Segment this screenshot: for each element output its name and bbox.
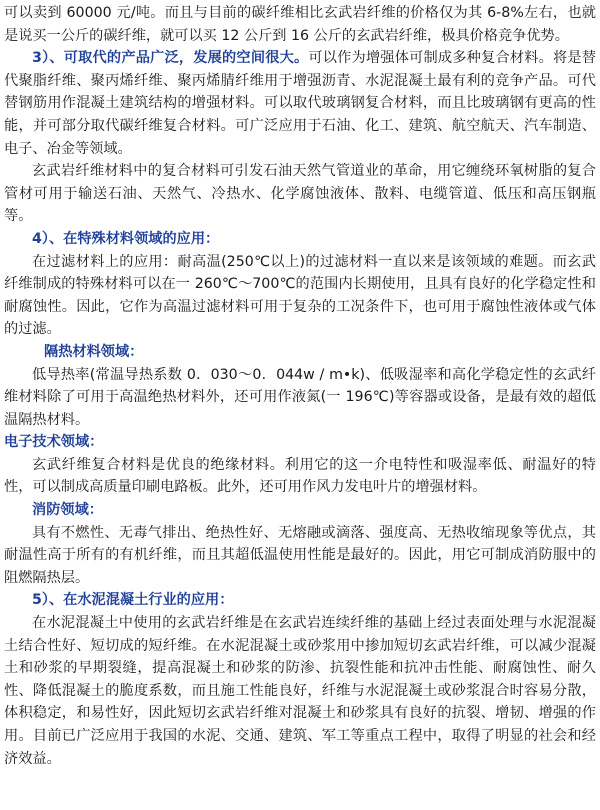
insulation-heading: 隔热材料领域： <box>44 343 144 360</box>
electronics-paragraph: 玄武纤维复合材料是优良的绝缘材料。利用它的这一介电特性和吸湿率低、耐温好的特性，可以制成高质量印刷电路板。此外，还可用作风力发电叶片的增强材料。 <box>4 456 596 496</box>
section-5-heading: 5）、在水泥混凝土行业的应用： <box>32 592 234 609</box>
insulation-paragraph: 低导热率(常温导热系数 0．030～0．044w / m•k)、低吸湿率和高化学稳定性的玄武纤维材料除了可用于高温绝热材料外，还可用作液氮(一 196℃)等容器或设备，是最有效的超低温隔热材料。 <box>4 366 596 428</box>
section-3-lead: 可以作为增强体可制成多种复合材料。将是替代聚脂纤维、聚丙烯纤维、聚丙烯腈纤维用于增强沥青、水泥混凝土最有利的竞争产品。可代替钢筋用作混凝土建筑结构的增强材料。可以取代玻璃钢复合材料，而且比玻璃钢有更高的性能，并可部分取代碳纤维复合材料。可广泛应用于石油、化工、建筑、航空航天、汽车制造、电子、冶金等领域。 <box>4 50 596 157</box>
section-3-paragraph <box>4 47 596 160</box>
section-3-heading: 3）、可取代的产品广泛，发展的空间很大。 <box>32 50 309 67</box>
section-3-paragraph-2: 玄武岩纤维材料中的复合材料可引发石油天然气管道业的革命，用它缠绕环氧树脂的复合管材可用于输送石油、天然气、冷热水、化学腐蚀液体、散料、电缆管道、低压和高压钢瓶等。 <box>4 163 596 225</box>
fire-paragraph: 具有不燃性、无毒气排出、绝热性好、无熔融或滴落、强度高、无热收缩现象等优点，其耐温性高于所有的有机纤维，而且其超低温使用性能是最好的。因此，用它可制成消防服中的阻燃隔热层。 <box>4 524 596 586</box>
intro-paragraph: 可以卖到 60000 元/吨。而且与目前的碳纤维相比玄武岩纤维的价格仅为其 6-8%左右，也就是说买一公斤的碳纤维，就可以买 12 公斤到 16 公斤的玄武岩纤维，极具价格竞争优势。 <box>4 5 596 44</box>
filter-paragraph: 在过滤材料上的应用：耐高温(250℃以上)的过滤材料一直以来是该领域的难题。而玄武纤维制成的特殊材料可以在一 260℃～700℃的范围内长期使用，且具有良好的化学稳定性和耐腐蚀性。因此，它作为高温过滤材料可用于复杂的工况条件下，也可用于腐蚀性液体或气体的过滤。 <box>4 253 596 338</box>
cement-paragraph: 在水泥混凝土中使用的玄武岩纤维是在玄武岩连续纤维的基础上经过表面处理与水泥混凝土结合性好、短切成的短纤维。在水泥混凝土或砂浆用中掺加短切玄武岩纤维，可以减少混凝土和砂浆的早期裂缝，提高混凝土和砂浆的防渗、抗裂性能和抗冲击性能、耐腐蚀性、耐久性、降低混凝土的脆度系数，而且施工性能良好，纤维与水泥混凝土或砂浆混合时容易分散，体积稳定，和易性好，因此短切玄武岩纤维对混凝土和砂浆具有良好的抗裂、增韧、增强的作用。目前已广泛应用于我国的水泥、交通、建筑、军工等重点工程中，取得了明显的社会和经济效益。 <box>4 615 596 767</box>
electronics-heading: 电子技术领域： <box>4 434 104 451</box>
section-4-heading: 4）、在特殊材料领域的应用： <box>32 230 220 247</box>
fire-heading: 消防领域： <box>32 502 103 519</box>
